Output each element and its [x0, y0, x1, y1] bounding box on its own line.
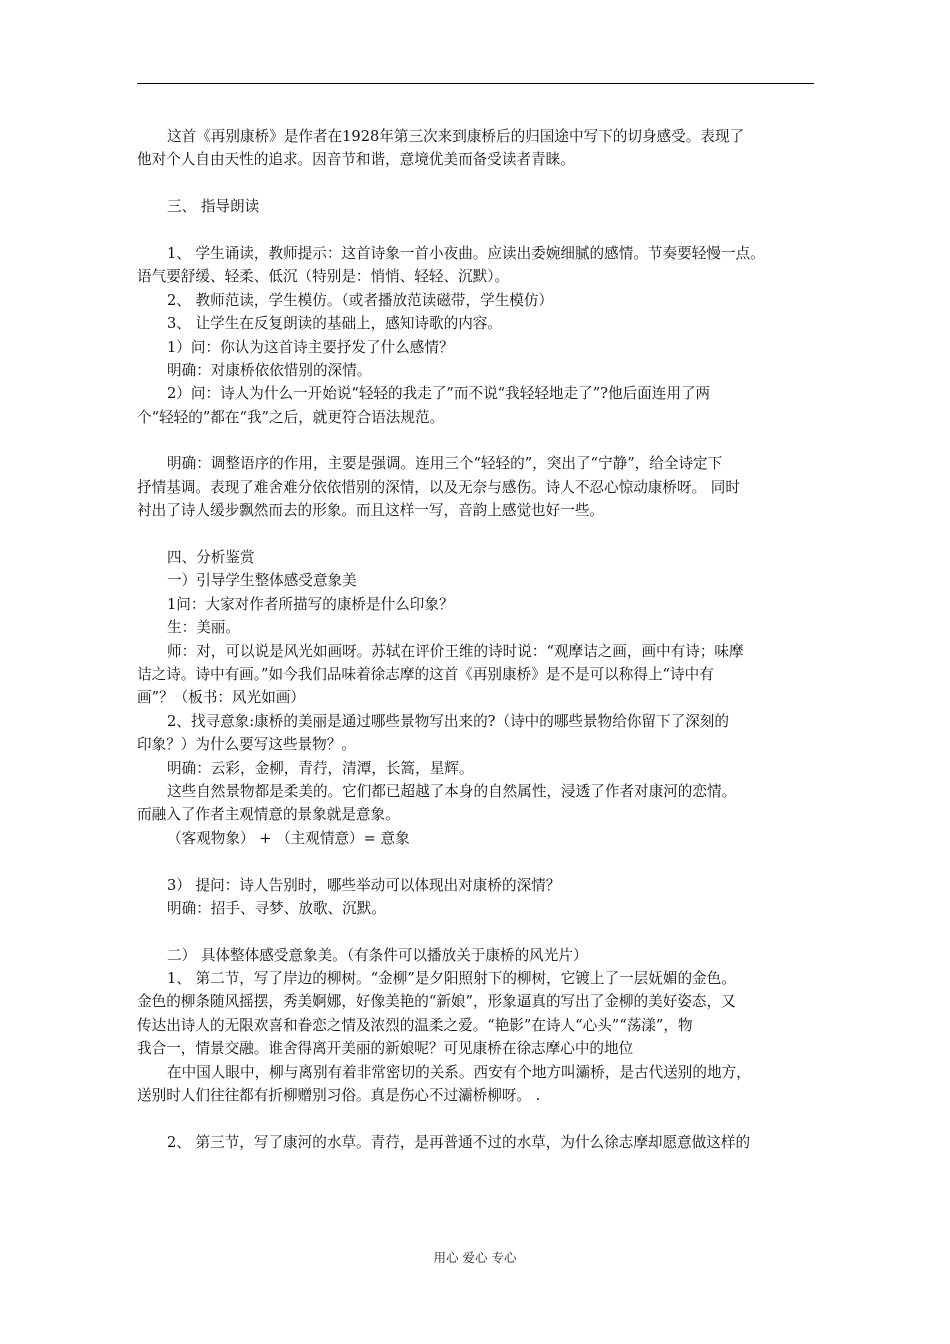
- text-line: 2、 第三节，写了康河的水草。青荇，是再普通不过的水草，为什么徐志摩却愿意做这样的: [167, 1133, 751, 1151]
- text-line: 这首《再别康桥》是作者在1928年第三次来到康桥后的归国途中写下的切身感受。表现了: [167, 128, 745, 145]
- paragraph-gap: [137, 172, 817, 195]
- page-footer: 用心 爱心 专心: [433, 1250, 517, 1265]
- text-line: 明确：招手、寻梦、放歌、沉默。: [167, 899, 386, 917]
- paragraph-gap: [137, 429, 817, 452]
- text-line: 1、 学生诵读，教师提示：这首诗象一首小夜曲。应读出委婉细腻的感情。节奏要轻慢一点。: [167, 244, 765, 262]
- text-line: 印象？）为什么要写这些景物？。: [137, 736, 356, 754]
- text-line: 3） 提问：诗人告别时，哪些举动可以体现出对康桥的深情？: [167, 876, 561, 894]
- text-line: 金色的柳条随风摇摆，秀美婀娜，好像美艳的“新娘”，形象逼真的写出了金柳的美好姿态，又: [137, 993, 736, 1011]
- text-line: 师：对，可以说是风光如画呀。苏轼在评价王维的诗时说：“观摩诘之画，画中有诗；味摩: [167, 642, 744, 660]
- paragraph-gap: [137, 920, 817, 943]
- text-line: 3、 让学生在反复朗读的基础上，感知诗歌的内容。: [167, 315, 502, 333]
- text-line: 明确：对康桥依依惜别的深情。: [167, 361, 372, 379]
- text-line: 这些自然景物都是柔美的。它们都已超越了本身的自然属性，浸透了作者对康河的恋情。: [167, 782, 737, 800]
- paragraph-gap: [137, 523, 817, 546]
- text-line: 抒情基调。表现了难舍难分依依惜别的深情，以及无奈与感伤。诗人不忍心惊动康桥呀。 同时: [137, 478, 740, 496]
- text-line: 画”？（板书：风光如画）: [137, 689, 305, 707]
- text-line: 衬出了诗人缓步飘然而去的形象。而且这样一写，音韵上感觉也好一些。: [137, 502, 605, 520]
- text-line: 送别时人们往往都有折柳赠别习俗。真是伤心不过灞桥柳呀。 .: [137, 1087, 541, 1105]
- header-rule: [137, 83, 814, 84]
- text-line: 诘之诗。诗中有画。”如今我们品味着徐志摩的这首《再别康桥》是不是可以称得上“诗中有: [137, 665, 714, 683]
- text-line: 明确：调整语序的作用，主要是强调。连用三个“轻轻的”，突出了“宁静”，给全诗定下: [167, 455, 723, 473]
- text-line: 2、 教师范读，学生模仿。（或者播放范读磁带，学生模仿）: [167, 291, 554, 309]
- text-line: 四、分析鉴赏: [167, 549, 255, 567]
- text-line: 生：美丽。: [167, 619, 240, 637]
- paragraph-gap: [137, 219, 817, 242]
- text-line: 明确：云彩，金柳，青荇，清潭，长篙，星辉。: [167, 759, 474, 777]
- text-line: 2、找寻意象:康桥的美丽是通过哪些景物写出来的?（诗中的哪些景物给你留下了深刻的: [167, 712, 729, 730]
- text-line: 1问：大家对作者所描写的康桥是什么印象？: [167, 595, 454, 613]
- text-line: 三、 指导朗读: [167, 198, 260, 216]
- paragraph-gap: [137, 850, 817, 873]
- text-line: 1、 第二节，写了岸边的柳树。“金柳”是夕阳照射下的柳树，它镀上了一层妩媚的金色。: [167, 970, 736, 988]
- text-line: 在中国人眼中，柳与离别有着非常密切的关系。西安有个地方叫灞桥，是古代送别的地方，: [167, 1063, 751, 1081]
- text-line: 1）问：你认为这首诗主要抒发了什么感情？: [167, 338, 454, 356]
- text-line: 二） 具体整体感受意象美。（有条件可以播放关于康桥的风光片）: [167, 946, 588, 964]
- text-line: 而融入了作者主观情意的景象就是意象。: [137, 806, 400, 824]
- document-body: [137, 125, 817, 1154]
- text-line: （客观物象） + （主观情意）= 意象: [167, 829, 410, 847]
- text-line: 一）引导学生整体感受意象美: [167, 572, 357, 590]
- text-line: 我合一，情景交融。谁舍得离开美丽的新娘呢？可见康桥在徐志摩心中的地位: [137, 1040, 634, 1058]
- text-line: 2）问：诗人为什么一开始说“轻轻的我走了”而不说“我轻轻地走了”?他后面连用了两: [167, 385, 711, 403]
- text-line: 传达出诗人的无限欢喜和眷恋之情及浓烈的温柔之爱。“艳影”在诗人“心头”“荡漾”，物: [137, 1016, 693, 1034]
- paragraph-gap: [137, 1107, 817, 1130]
- text-line: 个“轻轻的”都在“我”之后，就更符合语法规范。: [137, 408, 445, 426]
- text-line: 语气要舒缓、轻柔、低沉（特别是：悄悄、轻轻、沉默）。: [137, 268, 510, 286]
- text-line: 他对个人自由天性的追求。因音节和谐，意境优美而备受读者青睐。: [137, 151, 575, 169]
